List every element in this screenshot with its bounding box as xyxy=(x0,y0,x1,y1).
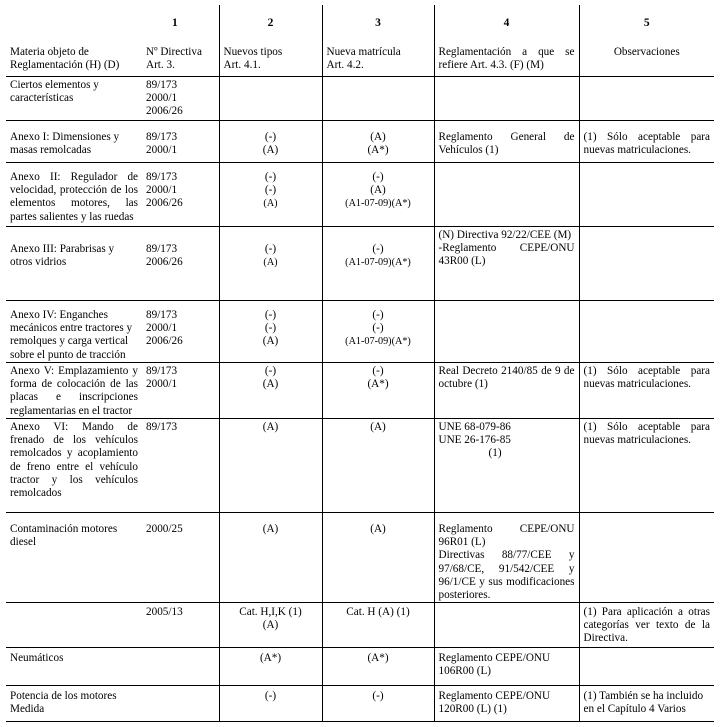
table-row xyxy=(6,419,714,513)
header-materia: Materia objeto de Reglamentación (H) (D) xyxy=(6,30,142,77)
nueva-matricula-cell: (-) (A) (A1-07-09)(A*) xyxy=(322,163,434,227)
reglamentacion-cell xyxy=(434,77,579,121)
observaciones-cell xyxy=(579,163,714,227)
observaciones-cell xyxy=(579,227,714,301)
column-number-3: 3 xyxy=(322,5,434,30)
table-row xyxy=(6,363,714,419)
nuevos-tipos-cell: (A) xyxy=(219,513,322,603)
table-row xyxy=(6,163,714,227)
directiva-cell xyxy=(142,685,219,721)
nueva-matricula-cell: (A) (A*) xyxy=(322,121,434,163)
materia-cell: Anexo II: Regulador de velocidad, protección de los elementos motores, las partes salientes y las ruedas xyxy=(6,163,142,227)
materia-cell: Anexo III: Parabrisas y otros vidrios xyxy=(6,227,142,301)
directiva-cell: 2000/25 xyxy=(146,523,183,536)
table-row xyxy=(6,227,714,301)
observaciones-cell xyxy=(579,301,714,363)
header-observaciones: Observaciones xyxy=(579,30,714,77)
header-row xyxy=(6,30,714,77)
nueva-matricula-cell xyxy=(322,77,434,121)
directiva-cell: 89/173 xyxy=(142,419,219,513)
reglamentacion-cell: Reglamento CEPE/ONU 120R00 (L) (1) xyxy=(434,685,579,721)
reglamentacion-cell: Reglamento CEPE/ONU 106R00 (L) xyxy=(434,647,579,685)
observaciones-cell: (1) Sólo aceptable para nuevas matriculaciones. xyxy=(579,121,714,163)
materia-cell: Neumáticos xyxy=(6,647,142,685)
reglamentacion-cell xyxy=(434,163,579,227)
reglamentacion-cell xyxy=(434,602,579,647)
nueva-matricula-cell: (-) (A1-07-09)(A*) xyxy=(322,227,434,301)
header-directiva: Nº Directiva Art. 3. xyxy=(142,30,219,77)
table-row xyxy=(6,121,714,163)
nuevos-tipos-cell: Cat. H,I,K (1) (A) xyxy=(219,602,322,647)
nueva-matricula-cell: (-) (-) (A1-07-09)(A*) xyxy=(322,301,434,363)
column-number-4: 4 xyxy=(434,5,579,30)
nuevos-tipos-cell: (A*) xyxy=(219,647,322,685)
observaciones-cell xyxy=(579,513,714,603)
nuevos-tipos-cell: (-) (-) (A) xyxy=(219,163,322,227)
directiva-cell: 89/173 2000/1 xyxy=(142,363,219,419)
column-number-2: 2 xyxy=(219,5,322,30)
nuevos-tipos-cell: (-) (A) xyxy=(219,121,322,163)
materia-cell: Ciertos elementos y características xyxy=(6,77,142,121)
nuevos-tipos-cell: (-) (A) xyxy=(219,363,322,419)
nuevos-tipos-cell xyxy=(219,77,322,121)
header-nueva-matricula: Nueva matrícula Art. 4.2. xyxy=(322,30,434,77)
table-row xyxy=(6,301,714,363)
reglamentacion-cell: UNE 68-079-86 UNE 26-176-85 (1) xyxy=(434,419,579,513)
directiva-cell: 89/173 2000/1 2006/26 xyxy=(142,301,219,363)
nueva-matricula-cell: (A*) xyxy=(322,647,434,685)
materia-cell xyxy=(6,602,142,647)
column-number-5: 5 xyxy=(579,5,714,30)
nuevos-tipos-cell: (-) xyxy=(219,685,322,721)
table-row xyxy=(6,602,714,647)
materia-cell: Anexo V: Emplazamiento y forma de colocación de las placas e inscripciones reglamentarias en el tractor xyxy=(6,363,142,419)
observaciones-cell: (1) Sólo aceptable para nuevas matriculaciones. xyxy=(579,363,714,419)
reglamentacion-cell: Reglamento General de Vehículos (1) xyxy=(434,121,579,163)
directiva-cell: 89/173 2000/1 2006/26 xyxy=(142,77,219,121)
nuevos-tipos-cell: (A) xyxy=(219,419,322,513)
materia-cell: Anexo I: Dimensiones y masas remolcadas xyxy=(6,121,142,163)
table-row xyxy=(6,77,714,121)
directiva-cell xyxy=(142,647,219,685)
directiva-cell: 89/173 2000/1 2006/26 xyxy=(142,163,219,227)
nuevos-tipos-cell: (-) (A) xyxy=(219,227,322,301)
column-number-row xyxy=(6,5,714,30)
nueva-matricula-cell: Cat. H (A) (1) xyxy=(322,602,434,647)
observaciones-cell xyxy=(579,647,714,685)
nueva-matricula-cell: (-) (A*) xyxy=(322,363,434,419)
table-row xyxy=(6,647,714,685)
column-number-1: 1 xyxy=(172,17,178,29)
directiva-cell: 89/173 2000/1 xyxy=(142,121,219,163)
directiva-cell: 89/173 2006/26 xyxy=(142,227,219,301)
materia-cell: Contaminación motores diesel xyxy=(10,523,118,549)
nuevos-tipos-cell: (-) (-) (A) xyxy=(219,301,322,363)
observaciones-cell: (1) Sólo aceptable para nuevas matriculaciones. xyxy=(579,419,714,513)
table-row xyxy=(6,513,714,603)
regulation-table xyxy=(6,5,714,722)
nueva-matricula-cell: (A) xyxy=(322,419,434,513)
header-reglamentacion: Reglamentación a que se refiere Art. 4.3. (F) (M) xyxy=(434,30,579,77)
reglamentacion-cell: Real Decreto 2140/85 de 9 de octubre (1) xyxy=(434,363,579,419)
materia-cell: Anexo IV: Enganches mecánicos entre tractores y remolques y carga vertical sobre el punto de tracción xyxy=(6,301,142,363)
reglamentacion-cell xyxy=(434,301,579,363)
table-row xyxy=(6,685,714,721)
nueva-matricula-cell: (A) xyxy=(322,513,434,603)
observaciones-cell: (1) Para aplicación a otras categorías ver texto de la Directiva. xyxy=(579,602,714,647)
materia-cell: Anexo VI: Mando de frenado de los vehículos remolcados y acoplamiento de freno entre el vehículo tractor y los vehículos remolcados xyxy=(6,419,142,513)
materia-cell: Potencia de los motores Medida xyxy=(6,685,142,721)
nueva-matricula-cell: (-) xyxy=(322,685,434,721)
reglamentacion-cell: Reglamento CEPE/ONU 96R01 (L) Directivas 88/77/CEE y 97/68/CE, 91/542/CEE y 96/1/CE y sus modificaciones posteriores. xyxy=(434,513,579,603)
header-nuevos-tipos: Nuevos tipos Art. 4.1. xyxy=(219,30,322,77)
directiva-cell: 2005/13 xyxy=(142,602,219,647)
observaciones-cell: (1) También se ha incluido en el Capítulo 4 Varios xyxy=(579,685,714,721)
observaciones-cell xyxy=(579,77,714,121)
reglamentacion-cell: (N) Directiva 92/22/CEE (M) -Reglamento CEPE/ONU 43R00 (L) xyxy=(434,227,579,301)
